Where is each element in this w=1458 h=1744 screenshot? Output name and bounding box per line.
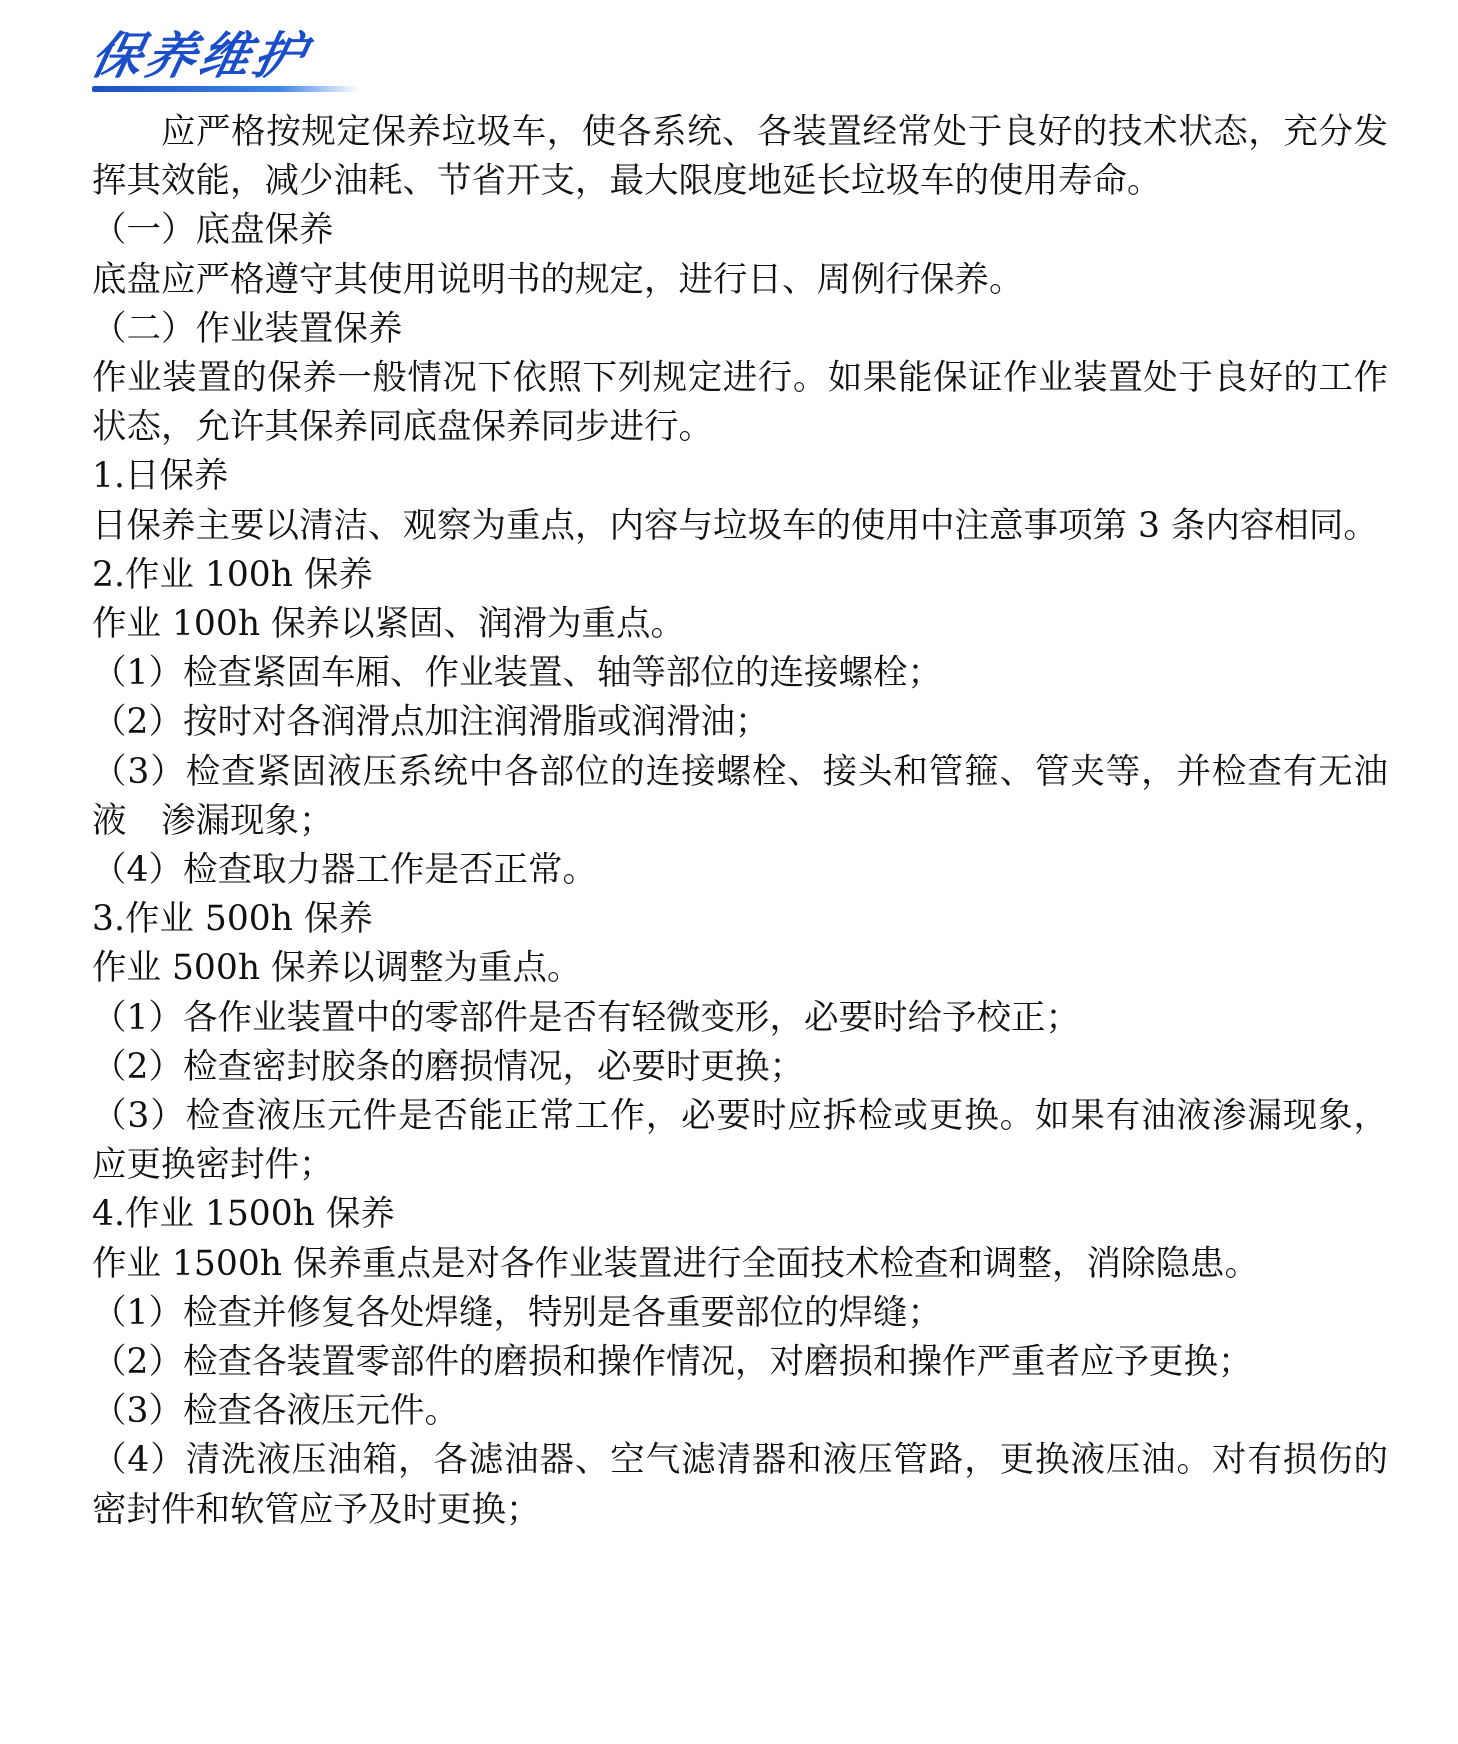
list-item: （1）检查紧固车厢、作业装置、轴等部位的连接螺栓； [92, 653, 942, 694]
paragraph-500h: 作业 500h 保养以调整为重点。 [92, 948, 582, 989]
section-title-chassis: （一）底盘保养 [92, 210, 334, 251]
intro-paragraph: 应严格按规定保养垃圾车，使各系统、各装置经常处于良好的技术状态，充分发挥其效能，减少油耗、节省开支，最大限度地延长垃圾车的使用寿命。 [92, 112, 1388, 202]
list-item: （2）检查各装置零部件的磨损和操作情况，对磨损和操作严重者应予更换； [92, 1342, 1253, 1383]
list-item: （4）检查取力器工作是否正常。 [92, 850, 597, 891]
section-title-work-device: （二）作业装置保养 [92, 308, 403, 349]
section-heading-block [85, 24, 392, 104]
section-heading: 保养维护 [85, 27, 315, 85]
list-item: （2）按时对各润滑点加注润滑脂或润滑油； [92, 702, 770, 743]
list-item: （4）清洗液压油箱，各滤油器、空气滤清器和液压管路，更换液压油。对有损伤的密封件和软管应予及时更换； [92, 1440, 1388, 1530]
list-item: （3）检查紧固液压系统中各部位的连接螺栓、接头和管箍、管夹等，并检查有无油液 渗漏现象； [92, 751, 1388, 841]
list-item: （3）检查液压元件是否能正常工作，必要时应拆检或更换。如果有油液渗漏现象，应更换密封件； [92, 1096, 1388, 1186]
paragraph-work-device: 作业装置的保养一般情况下依照下列规定进行。如果能保证作业装置处于良好的工作状态，允许其保养同底盘保养同步进行。 [92, 358, 1388, 448]
paragraph-chassis: 底盘应严格遵守其使用说明书的规定，进行日、周例行保养。 [92, 259, 1024, 300]
subsection-title-daily: 1.日保养 [92, 456, 229, 497]
paragraph-1500h: 作业 1500h 保养重点是对各作业装置进行全面技术检查和调整，消除隐患。 [92, 1243, 1259, 1284]
list-item: （1）检查并修复各处焊缝，特别是各重要部位的焊缝； [92, 1292, 942, 1333]
list-item: （1）各作业装置中的零部件是否有轻微变形，必要时给予校正； [92, 997, 1080, 1038]
subsection-title-500h: 3.作业 500h 保养 [92, 899, 373, 940]
list-item: （3）检查各液压元件。 [92, 1391, 459, 1432]
subsection-title-100h: 2.作业 100h 保养 [92, 554, 373, 595]
heading-underline [92, 86, 360, 92]
document-body [92, 108, 1388, 1535]
subsection-title-1500h: 4.作业 1500h 保养 [92, 1194, 395, 1235]
paragraph-daily: 日保养主要以清洁、观察为重点，内容与垃圾车的使用中注意事项第 3 条内容相同。 [92, 505, 1378, 546]
list-item: （2）检查密封胶条的磨损情况，必要时更换； [92, 1046, 804, 1087]
paragraph-100h: 作业 100h 保养以紧固、润滑为重点。 [92, 604, 686, 645]
